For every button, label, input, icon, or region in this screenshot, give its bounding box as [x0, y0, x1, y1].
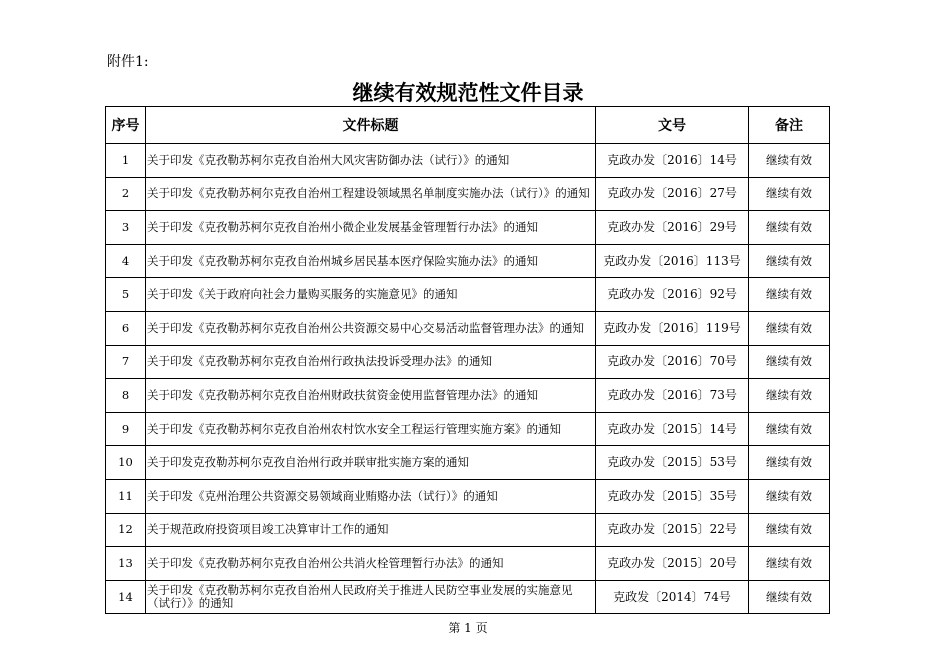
row-title: 关于印发《克孜勒苏柯尔克孜自治州小微企业发展基金管理暂行办法》的通知 [146, 211, 596, 245]
row-title: 关于印发《克孜勒苏柯尔克孜自治州城乡居民基本医疗保险实施办法》的通知 [146, 244, 596, 278]
row-title: 关于印发《克孜勒苏柯尔克孜自治州公共资源交易中心交易活动监督管理办法》的通知 [146, 311, 596, 345]
row-doc-no: 克政发〔2014〕74号 [596, 580, 749, 614]
row-remark: 继续有效 [749, 144, 830, 178]
table-row [106, 278, 830, 312]
row-seq: 3 [106, 211, 146, 245]
row-title: 关于印发《克孜勒苏柯尔克孜自治州财政扶贫资金使用监督管理办法》的通知 [146, 379, 596, 413]
row-seq: 5 [106, 278, 146, 312]
row-seq: 12 [106, 513, 146, 547]
row-remark: 继续有效 [749, 211, 830, 245]
row-doc-no: 克政办发〔2015〕22号 [596, 513, 749, 547]
row-remark: 继续有效 [749, 580, 830, 614]
row-remark: 继续有效 [749, 412, 830, 446]
row-doc-no: 克政办发〔2016〕92号 [596, 278, 749, 312]
row-doc-no: 克政办发〔2016〕113号 [596, 244, 749, 278]
row-doc-no: 克政办发〔2016〕29号 [596, 211, 749, 245]
row-doc-no: 克政办发〔2016〕73号 [596, 379, 749, 413]
page-footer: 第 1 页 [448, 621, 488, 635]
table-row [106, 513, 830, 547]
row-title: 关于印发克孜勒苏柯尔克孜自治州行政并联审批实施方案的通知 [146, 446, 596, 480]
row-seq: 6 [106, 311, 146, 345]
page-title: 继续有效规范性文件目录 [352, 81, 584, 105]
row-seq: 1 [106, 144, 146, 178]
row-doc-no: 克政办发〔2016〕14号 [596, 144, 749, 178]
row-title: 关于印发《克孜勒苏柯尔克孜自治州公共消火栓管理暂行办法》的通知 [146, 547, 596, 581]
row-seq: 9 [106, 412, 146, 446]
row-remark: 继续有效 [749, 278, 830, 312]
row-remark: 继续有效 [749, 446, 830, 480]
row-remark: 继续有效 [749, 311, 830, 345]
header-remark: 备注 [749, 107, 830, 144]
row-doc-no: 克政办发〔2015〕14号 [596, 412, 749, 446]
row-remark: 继续有效 [749, 244, 830, 278]
row-doc-no: 克政办发〔2015〕53号 [596, 446, 749, 480]
row-title: 关于印发《克孜勒苏柯尔克孜自治州农村饮水安全工程运行管理实施方案》的通知 [146, 412, 596, 446]
row-remark: 继续有效 [749, 379, 830, 413]
table-row [106, 244, 830, 278]
row-seq: 8 [106, 379, 146, 413]
row-doc-no: 克政办发〔2016〕119号 [596, 311, 749, 345]
table-row [106, 446, 830, 480]
row-doc-no: 克政办发〔2015〕35号 [596, 479, 749, 513]
table-row [106, 177, 830, 211]
row-title: 关于印发《克孜勒苏柯尔克孜自治州工程建设领域黑名单制度实施办法（试行）》的通知 [146, 177, 596, 211]
table-row [106, 311, 830, 345]
table-row [106, 412, 830, 446]
table-row [106, 580, 830, 614]
row-seq: 11 [106, 479, 146, 513]
document-table [105, 106, 830, 614]
table-row [106, 479, 830, 513]
row-seq: 10 [106, 446, 146, 480]
table-row [106, 547, 830, 581]
header-seq: 序号 [106, 107, 146, 144]
row-seq: 7 [106, 345, 146, 379]
table-row [106, 379, 830, 413]
table-row [106, 211, 830, 245]
row-title: 关于印发《关于政府向社会力量购买服务的实施意见》的通知 [146, 278, 596, 312]
row-remark: 继续有效 [749, 177, 830, 211]
row-seq: 14 [106, 580, 146, 614]
table-row [106, 345, 830, 379]
row-title: 关于规范政府投资项目竣工决算审计工作的通知 [146, 513, 596, 547]
header-title: 文件标题 [146, 107, 596, 144]
row-remark: 继续有效 [749, 547, 830, 581]
row-remark: 继续有效 [749, 513, 830, 547]
row-title: 关于印发《克孜勒苏柯尔克孜自治州大风灾害防御办法（试行）》的通知 [146, 144, 596, 178]
row-seq: 13 [106, 547, 146, 581]
row-title: 关于印发《克州治理公共资源交易领域商业贿赂办法（试行）》的通知 [146, 479, 596, 513]
row-doc-no: 克政办发〔2016〕27号 [596, 177, 749, 211]
row-doc-no: 克政办发〔2016〕70号 [596, 345, 749, 379]
attachment-label: 附件1: [107, 54, 149, 70]
row-title: 关于印发《克孜勒苏柯尔克孜自治州人民政府关于推进人民防空事业发展的实施意见（试行）》的通知 [146, 580, 596, 614]
table-row [106, 144, 830, 178]
row-seq: 4 [106, 244, 146, 278]
row-doc-no: 克政办发〔2015〕20号 [596, 547, 749, 581]
row-title: 关于印发《克孜勒苏柯尔克孜自治州行政执法投诉受理办法》的通知 [146, 345, 596, 379]
table-header-row [106, 107, 830, 144]
header-doc-no: 文号 [596, 107, 749, 144]
row-remark: 继续有效 [749, 479, 830, 513]
row-seq: 2 [106, 177, 146, 211]
row-remark: 继续有效 [749, 345, 830, 379]
